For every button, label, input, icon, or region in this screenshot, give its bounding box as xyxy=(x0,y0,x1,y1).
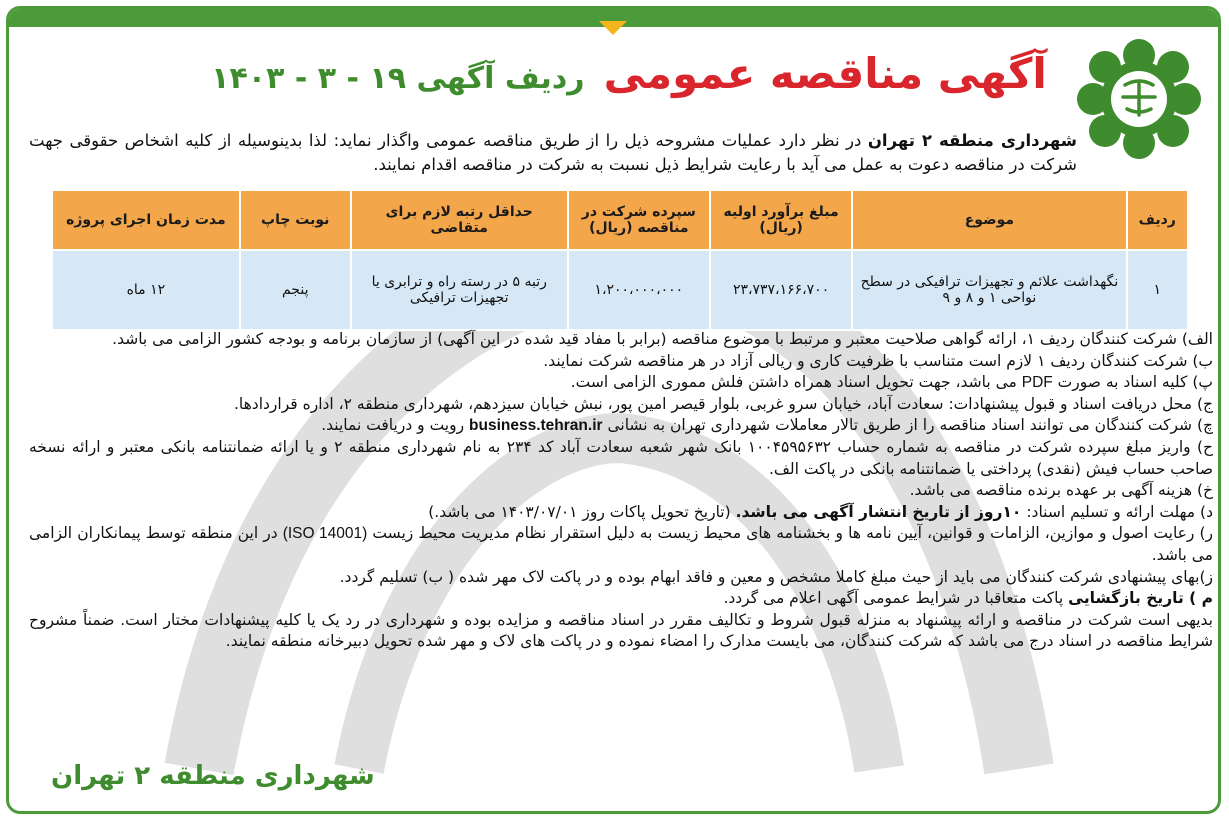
cell-deposit: ۱،۲۰۰،۰۰۰،۰۰۰ xyxy=(568,250,710,330)
tender-table xyxy=(51,189,1189,331)
ad-row-label: ردیف آگهی ۱۹ - ۳ - ۱۴۰۳ xyxy=(211,61,585,96)
cell-subject: نگهداشت علائم و تجهیزات ترافیکی در سطح نواحی ۱ و ۸ و ۹ xyxy=(852,250,1126,330)
clause-re: ر) رعایت اصول و موازین، الزامات و قوانین، آیین نامه ها و بخشنامه های محیط زیست به دلیل استقرار نظام مدیریت محیط زیست (ISO 14001) در این منطقه توسط پیمانکاران الزامی می باشد. xyxy=(29,524,1214,564)
clause-he: ح) واریز مبلغ سپرده شرکت در مناقصه به شماره حساب ۱۰۰۴۵۹۵۶۳۲ بانک شهر شعبه سعادت آباد کد ۲۳۴ به نام شهرداری منطقه ۲ و یا ارائه ضمانتنامه بانکی معتبر و ارائه نسخه صاحب حساب فیش (نقدی) پرداختی یا ضمانتنامه بانکی در پاکت الف. xyxy=(29,437,1214,478)
pdf-label: PDF xyxy=(1021,374,1053,392)
organization-name: شهرداری منطقه ۲ تهران xyxy=(867,131,1077,150)
cell-min-grade: رتبه ۵ در رسته راه و ترابری یا تجهیزات ترافیکی xyxy=(351,250,568,330)
clause-pe: پ) کلیه اسناد به صورت PDF می باشد، جهت تحویل اسناد همراه داشتن فلش مموری الزامی است. xyxy=(570,373,1213,392)
footer-signature: شهرداری منطقه ۲ تهران xyxy=(51,761,375,791)
tehran-municipality-logo xyxy=(1077,37,1202,162)
clause-ze: ز)بهای پیشنهادی شرکت کنندگان می باید از حیث مبلغ کاملا مشخص و معین و فاقد ابهام بوده و در پاکت لاک مهر شده ( ب) تسلیم گردد. xyxy=(339,567,1213,586)
intro-text: در نظر دارد عملیات مشروحه ذیل را از طریق مناقصه عمومی واگذار نماید: لذا بدینوسیله از کلیه اشخاص حقوقی جهت شرکت در مناقصه دعوت به عمل می آید با رعایت شرایط ذیل نسبت به شرکت در مناقصه اقدام نمایند. xyxy=(29,131,1077,174)
cell-duration: ۱۲ ماه xyxy=(52,250,240,330)
cell-estimate: ۲۳،۷۳۷،۱۶۶،۷۰۰ xyxy=(710,250,852,330)
clause-khe: خ) هزینه آگهی بر عهده برنده مناقصه می باشد. xyxy=(909,481,1213,500)
ad-title: آگهی مناقصه عمومی xyxy=(603,49,1047,98)
col-print-round: نوبت چاپ xyxy=(240,190,351,250)
clause-alef: الف) شرکت کنندگان ردیف ۱، ارائه گواهی صلاحیت معتبر و مرتبط با موضوع مناقصه (برابر با مفاد قید شده در این آگهی) از سازمان برنامه و بودجه کشور الزامی می باشد. xyxy=(112,330,1213,348)
col-subject: موضوع xyxy=(852,190,1126,250)
table-header-row xyxy=(52,190,1188,250)
cell-row-number: ۱ xyxy=(1127,250,1189,330)
closing-paragraph: بدیهی است شرکت در مناقصه و ارائه پیشنهاد به منزله قبول شروط و تکالیف مقرر در اسناد مناقصه و مزایده بوده و شهرداری در رد یک یا کلیه پیشنهادات مختار است. ضمناً مشروح شرایط مناقصه در اسناد درج می باشد که شرکت کنندگان، می بایست مدارک را امضاء نموده و در پاکت های لاک و مهر شده تحویل دبیرخانه منطقه نمایند. xyxy=(29,610,1213,651)
col-row-number: ردیف xyxy=(1127,190,1189,250)
col-duration: مدت زمان اجرای پروژه xyxy=(52,190,240,250)
col-min-grade: حداقل رتبه لازم برای متقاضی xyxy=(351,190,568,250)
clause-be: ب) شرکت کنندگان ردیف ۱ لازم است متناسب با ظرفیت کاری و ریالی آزاد در هر مناقصه شرکت نمایند. xyxy=(543,351,1213,370)
col-deposit: سپرده شرکت در مناقصه (ریال) xyxy=(568,190,710,250)
clause-jim: ج) محل دریافت اسناد و قبول پیشنهادات: سعادت آباد، خیابان سرو غربی، بلوار قیصر امین پور، نبش خیابان سیزدهم، شهرداری منطقه ۲، اداره قراردادها. xyxy=(233,394,1213,413)
deadline-highlight: ۱۰روز از تاریخ انتشار آگهی می باشد. xyxy=(735,502,1022,521)
title-row xyxy=(179,49,1079,119)
iso-label: (ISO 14001) xyxy=(282,525,368,543)
business-url-link[interactable]: business.tehran.ir xyxy=(469,417,603,435)
intro-paragraph xyxy=(29,129,1077,177)
ad-frame xyxy=(6,6,1221,814)
clause-mim: م ) تاریخ بازگشایی پاکت متعاقبا در شرایط عمومی آگهی اعلام می گردد. xyxy=(723,589,1213,608)
col-estimate: مبلغ برآورد اولیه (ریال) xyxy=(710,190,852,250)
clause-dal: د) مهلت ارائه و تسلیم اسناد: ۱۰روز از تاریخ انتشار آگهی می باشد. (تاریخ تحویل پاکات روز ۱۴۰۳/۰۷/۰۱ می باشد.) xyxy=(428,502,1213,521)
clause-che: چ) شرکت کنندگان می توانند اسناد مناقصه را از طریق تالار معاملات شهرداری تهران به نشانی business.tehran.ir رویت و دریافت نمایند. xyxy=(321,416,1213,435)
cell-print-round: پنجم xyxy=(240,250,351,330)
table-row xyxy=(52,250,1188,330)
conditions-list xyxy=(29,329,1213,653)
top-notch-marker xyxy=(599,21,627,35)
opening-date-label: م ) تاریخ بازگشایی xyxy=(1068,589,1213,608)
